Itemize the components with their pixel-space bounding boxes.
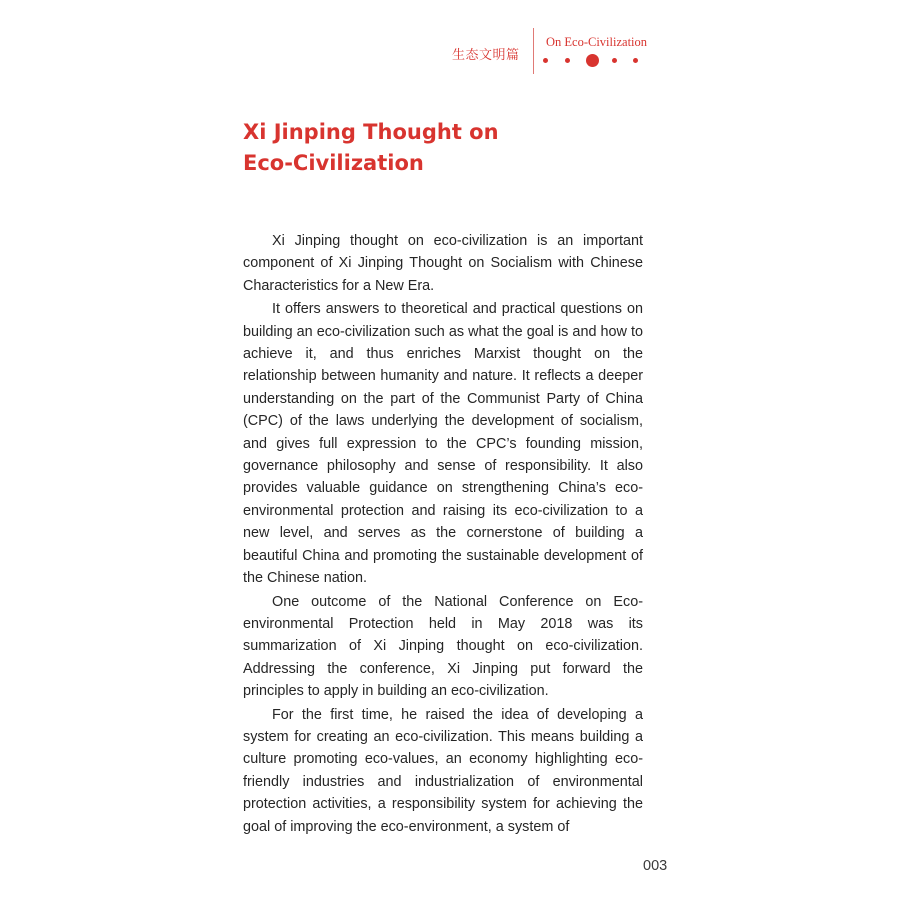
chapter-progress-dots: [543, 54, 643, 68]
body-text: [243, 230, 643, 838]
progress-dot: [543, 58, 548, 63]
chapter-title-line-1: Xi Jinping Thought on: [243, 120, 499, 144]
chapter-title-line-2: Eco-Civilization: [243, 151, 424, 175]
progress-dot: [633, 58, 638, 63]
body-paragraph: It offers answers to theoretical and practical questions on building an eco-civilization such as what the goal is and how to achieve it, and thus enriches Marxist thought on the relationship between humanity and nature. It reflects a deeper understanding on the part of the Communist Party of China (CPC) of the laws underlying the development of socialism, and gives full expression to the CPC’s founding mission, governance philosophy and sense of responsibility. It also provides valuable guidance on strengthening China’s eco-environmental protection and raising its eco-civilization to a new level, and serves as the cornerstone of building a beautiful China and promoting the sustainable development of the Chinese nation.: [243, 301, 643, 587]
chapter-title: [243, 117, 643, 179]
running-header-english: On Eco-Civilization: [546, 35, 648, 49]
page-number: 003: [643, 858, 668, 874]
body-paragraph: One outcome of the National Conference on Eco-environmental Protection held in May 2018 was its summarization of Xi Jinping thought on eco-civilization. Addressing the conference, Xi Jinping put forward the principles to apply in building an eco-civilization.: [243, 593, 643, 700]
progress-dot: [565, 58, 570, 63]
body-paragraph: Xi Jinping thought on eco-civilization is an important component of Xi Jinping Thought on Socialism with Chinese Characteristics for a New Era.: [243, 233, 643, 294]
body-paragraph: For the first time, he raised the idea of developing a system for creating an eco-civilization. This means building a culture promoting eco-values, an economy highlighting eco-friendly industries and industrialization of environmental protection activities, a responsibility system for achieving the goal of improving the eco-environment, a system of: [243, 706, 643, 835]
header-divider: [533, 28, 534, 74]
progress-dot: [612, 58, 617, 63]
running-header-chinese: 生态文明篇: [452, 48, 520, 63]
progress-dot-active: [586, 54, 599, 67]
